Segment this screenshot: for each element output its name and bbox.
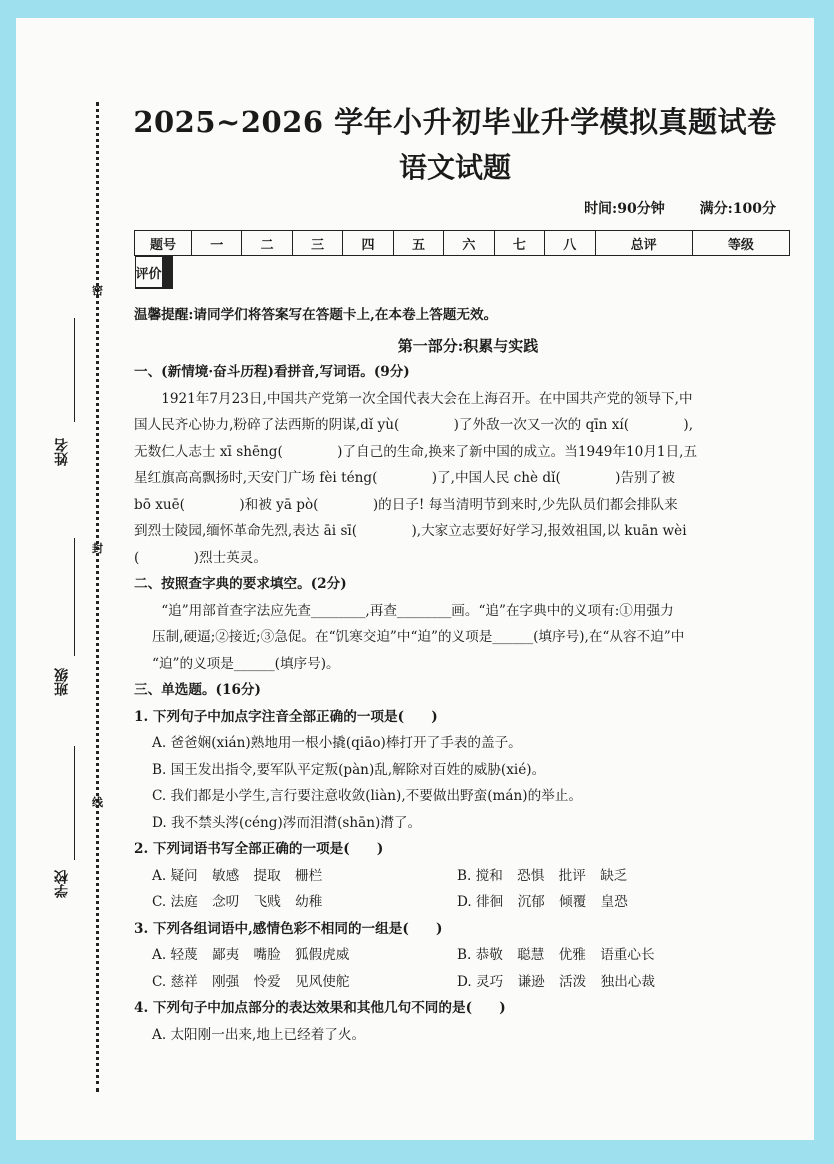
option-word: 沉郁 [517, 894, 545, 910]
exam-content [134, 302, 802, 1048]
question-3-options-row [134, 942, 802, 969]
section-1-line: 无数仁人志士 xī shēng( )了自己的生命,换来了新中国的成立。当1949年10月1日,五 [134, 443, 698, 460]
exam-full-score: 满分:100分 [699, 201, 776, 217]
section-3-title: 三、单选题。(16分) [134, 682, 261, 698]
option-word: 见风使舵 [295, 973, 350, 990]
option-word: 批评 [558, 867, 586, 884]
option-word: A. 疑问 [152, 867, 198, 884]
question-3-option-d [439, 969, 744, 996]
option-word: B. 搅和 [457, 867, 503, 884]
section-2-line: “追”用部首查字法应先查________,再查________画。“追”在字典中的义项有:①用强力 [161, 602, 674, 619]
option-word: D. 徘徊 [457, 894, 504, 910]
option-word: 刚强 [212, 973, 240, 990]
class-line [74, 538, 75, 656]
option-word: 皇恐 [600, 894, 628, 910]
score-cell [171, 257, 172, 288]
class-label: 班级 [54, 668, 70, 696]
option-word: 聪慧 [517, 947, 545, 963]
question-1-option-c: C. 我们都是小学生,言行要注意收敛(liàn),不要做出野蛮(mán)的举止。 [152, 788, 582, 804]
option-word: 独出心裁 [600, 973, 655, 990]
option-word: 鄙夷 [211, 947, 240, 963]
option-word: 飞贱 [253, 894, 281, 910]
section-1-line: bō xuē( )和被 yā pò( )的日子! 每当清明节到来时,少先队员们都会排队来 [134, 496, 678, 513]
section-1-line: 1921年7月23日,中国共产党第一次全国代表大会在上海召开。在中国共产党的领导下,中 [161, 390, 693, 407]
question-1-option-d: D. 我不禁头涔(céng)涔而泪潸(shān)潸了。 [152, 814, 422, 831]
score-header: 六 [444, 231, 494, 256]
score-header: 二 [242, 231, 292, 256]
score-header: 四 [343, 231, 393, 256]
question-4-option-a: A. 太阳刚一出来,地上已经着了火。 [152, 1026, 366, 1043]
exam-paper [16, 18, 814, 1140]
option-word: A. 轻蔑 [152, 947, 198, 963]
binding-dotted-line [96, 102, 99, 1092]
score-table-eval-row [135, 256, 173, 289]
question-1-stem: 1. 下列句子中加点字注音全部正确的一项是( ) [134, 708, 438, 725]
score-table [134, 230, 790, 289]
option-word: 嘴脸 [253, 947, 281, 963]
section-2-title: 二、按照查字典的要求填空。(2分) [134, 576, 347, 592]
score-table-header-row [135, 231, 790, 256]
option-word: D. 灵巧 [457, 973, 504, 990]
score-header: 题号 [135, 231, 192, 256]
section-1-line: 星红旗高高飘扬时,天安门广场 fèi téng( )了,中国人民 chè dǐ( )告别了被 [134, 470, 675, 486]
option-word: 敏感 [211, 867, 240, 884]
option-word: 谦逊 [517, 973, 545, 990]
school-label: 学校 [54, 870, 70, 898]
question-2-stem: 2. 下列词语书写全部正确的一项是( ) [134, 841, 384, 857]
question-3-option-b [439, 942, 744, 969]
option-word: C. 慈祥 [152, 973, 198, 990]
question-2-option-b [439, 863, 744, 890]
score-header: 七 [494, 231, 544, 256]
question-2-options-row [134, 889, 802, 916]
section-1-title: 一、(新情境·奋斗历程)看拼音,写词语。(9分) [134, 364, 410, 380]
score-header: 五 [393, 231, 443, 256]
exam-title: 2025~2026 学年小升初毕业升学模拟真题试卷 [133, 105, 777, 139]
option-word: 幼稚 [295, 894, 323, 910]
question-3-stem: 3. 下列各组词语中,感情色彩不相同的一组是( ) [134, 920, 443, 937]
question-2-options-row [134, 863, 802, 890]
question-3-options-row [134, 969, 802, 996]
option-word: 恐惧 [517, 867, 545, 884]
question-1-option-b: B. 国王发出指令,要军队平定叛(pàn)乱,解除对百姓的威胁(xié)。 [152, 761, 546, 778]
option-word: 语重心长 [600, 947, 655, 963]
option-word: C. 法庭 [152, 894, 198, 910]
question-2-option-d [439, 889, 744, 916]
seal-mark-feng: 封 [92, 542, 103, 555]
option-word: 栅栏 [295, 867, 323, 884]
score-header: 等级 [692, 231, 789, 256]
option-word: 提取 [253, 867, 281, 884]
question-2-option-c [134, 889, 439, 916]
name-label: 姓名 [54, 438, 70, 466]
seal-mark-mi: 密 [92, 284, 103, 297]
exam-time: 时间:90分钟 [584, 201, 665, 217]
option-word: 优雅 [558, 947, 586, 963]
option-word: 活泼 [559, 973, 587, 990]
option-word: 怜爱 [253, 973, 281, 990]
question-4-stem: 4. 下列句子中加点部分的表达效果和其他几句不同的是( ) [134, 1000, 506, 1016]
name-line [74, 318, 75, 422]
section-1-line: 到烈士陵园,缅怀革命先烈,表达 āi sī( ),大家立志要好好学习,报效祖国,以 kuān wèi [134, 523, 687, 539]
section-2-line: 压制,硬逼;②接近;③急促。在“饥寒交迫”中“迫”的义项是______(填序号),在“从容不迫”中 [152, 629, 685, 645]
score-header: 三 [292, 231, 342, 256]
part-title: 第一部分:积累与实践 [397, 336, 539, 355]
question-2-option-a [134, 863, 439, 890]
score-header: 八 [545, 231, 595, 256]
section-1-line: 国人民齐心协力,粉碎了法西斯的阴谋,dǐ yù( )了外敌一次又一次的 qīn xí( ), [134, 417, 694, 433]
exam-meta [554, 198, 776, 218]
option-word: 狐假虎威 [295, 947, 350, 963]
option-word: 念叨 [212, 894, 240, 910]
score-header: 总评 [595, 231, 692, 256]
question-1-option-a: A. 爸爸娴(xián)熟地用一根小撬(qiāo)棒打开了手表的盖子。 [152, 735, 522, 751]
exam-subject: 语文试题 [398, 151, 511, 184]
question-3-option-c [134, 969, 439, 996]
option-word: 缺乏 [600, 867, 628, 884]
score-header: 一 [192, 231, 242, 256]
seal-mark-xian: 线 [92, 796, 103, 809]
question-3-option-a [134, 942, 439, 969]
option-word: B. 恭敬 [457, 947, 503, 963]
section-1-line: ( )烈士英灵。 [134, 549, 267, 566]
notice: 温馨提醒:请同学们将答案写在答题卡上,在本卷上答题无效。 [134, 307, 498, 323]
section-2-line: “迫”的义项是______(填序号)。 [152, 655, 340, 672]
option-word: 倾覆 [559, 894, 587, 910]
score-row-label: 评价 [135, 257, 162, 288]
school-line [74, 746, 75, 860]
